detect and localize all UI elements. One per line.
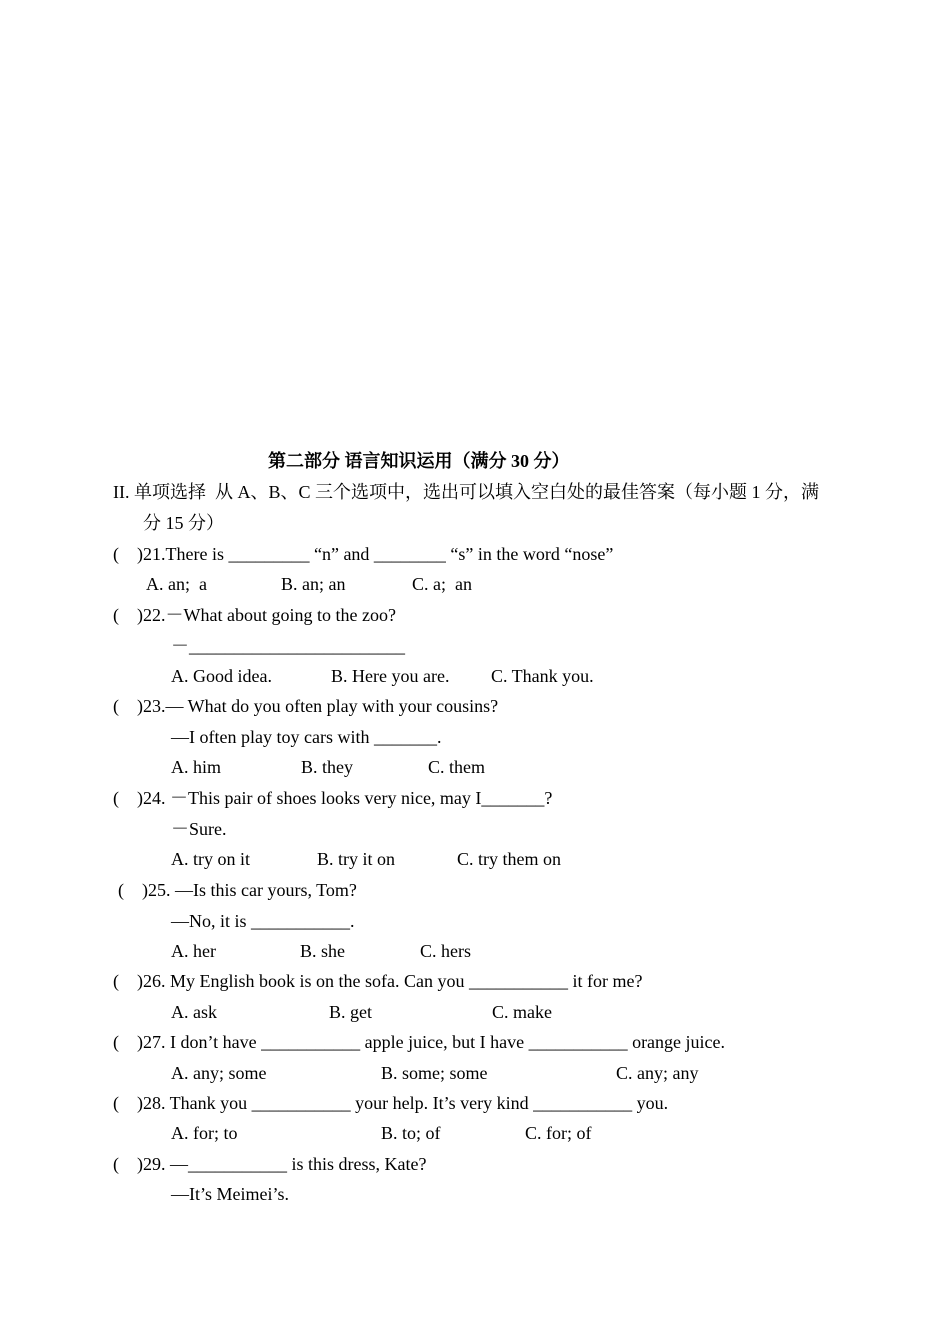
question-23-reply: —I often play toy cars with _______. bbox=[171, 727, 442, 747]
question-23-stem: ( )23.— What do you often play with your cousins? bbox=[113, 696, 499, 716]
question-25-reply: —No, it is ___________. bbox=[171, 911, 355, 931]
question-21-option-b: B. an; an bbox=[281, 574, 346, 594]
question-25-stem: ( )25. —Is this car yours, Tom? bbox=[118, 880, 357, 900]
question-28-option-b: B. to; of bbox=[381, 1123, 441, 1143]
question-27-option-a: A. any; some bbox=[171, 1063, 267, 1083]
question-23-option-b: B. they bbox=[301, 757, 353, 777]
instruction-line-1: II. 单项选择 从 A、B、C 三个选项中，选出可以填入空白处的最佳答案（每小题 1 分，满 bbox=[113, 482, 819, 502]
question-25-option-c: C. hers bbox=[420, 941, 471, 961]
question-23-option-a: A. him bbox=[171, 757, 222, 777]
question-27-option-c: C. any; any bbox=[616, 1063, 699, 1083]
question-23-option-c: C. them bbox=[428, 757, 485, 777]
question-28-stem: ( )28. Thank you ___________ your help. It’s very kind ___________ you. bbox=[113, 1093, 669, 1113]
question-22-reply: －________________________ bbox=[171, 636, 405, 656]
question-21-option-a: A. an; a bbox=[146, 574, 207, 594]
question-26-option-a: A. ask bbox=[171, 1002, 217, 1022]
question-24-option-a: A. try on it bbox=[171, 849, 250, 869]
question-24-option-c: C. try them on bbox=[457, 849, 561, 869]
instruction-line-2: 分 15 分） bbox=[143, 513, 224, 533]
question-27-option-b: B. some; some bbox=[381, 1063, 488, 1083]
question-25-option-b: B. she bbox=[300, 941, 345, 961]
question-22-option-a: A. Good idea. bbox=[171, 666, 272, 686]
question-26-stem: ( )26. My English book is on the sofa. Can you ___________ it for me? bbox=[113, 971, 643, 991]
section-title: 第二部分 语言知识运用（满分 30 分） bbox=[268, 451, 570, 471]
question-24-stem: ( )24. －This pair of shoes looks very nice, may I_______? bbox=[113, 788, 553, 808]
question-29-reply: —It’s Meimei’s. bbox=[171, 1184, 289, 1204]
question-28-option-a: A. for; to bbox=[171, 1123, 238, 1143]
question-21-option-c: C. a; an bbox=[412, 574, 472, 594]
question-26-option-b: B. get bbox=[329, 1002, 372, 1022]
question-26-option-c: C. make bbox=[492, 1002, 552, 1022]
question-28-option-c: C. for; of bbox=[525, 1123, 592, 1143]
question-29-stem: ( )29. —___________ is this dress, Kate? bbox=[113, 1154, 427, 1174]
question-22-option-c: C. Thank you. bbox=[491, 666, 594, 686]
question-24-option-b: B. try it on bbox=[317, 849, 396, 869]
question-22-option-b: B. Here you are. bbox=[331, 666, 450, 686]
question-25-option-a: A. her bbox=[171, 941, 216, 961]
question-22-stem: ( )22.－What about going to the zoo? bbox=[113, 605, 396, 625]
question-24-reply: －Sure. bbox=[171, 819, 227, 839]
question-27-stem: ( )27. I don’t have ___________ apple juice, but I have ___________ orange juice. bbox=[113, 1032, 726, 1052]
question-21-stem: ( )21.There is _________ “n” and ________ “s” in the word “nose” bbox=[113, 544, 614, 564]
